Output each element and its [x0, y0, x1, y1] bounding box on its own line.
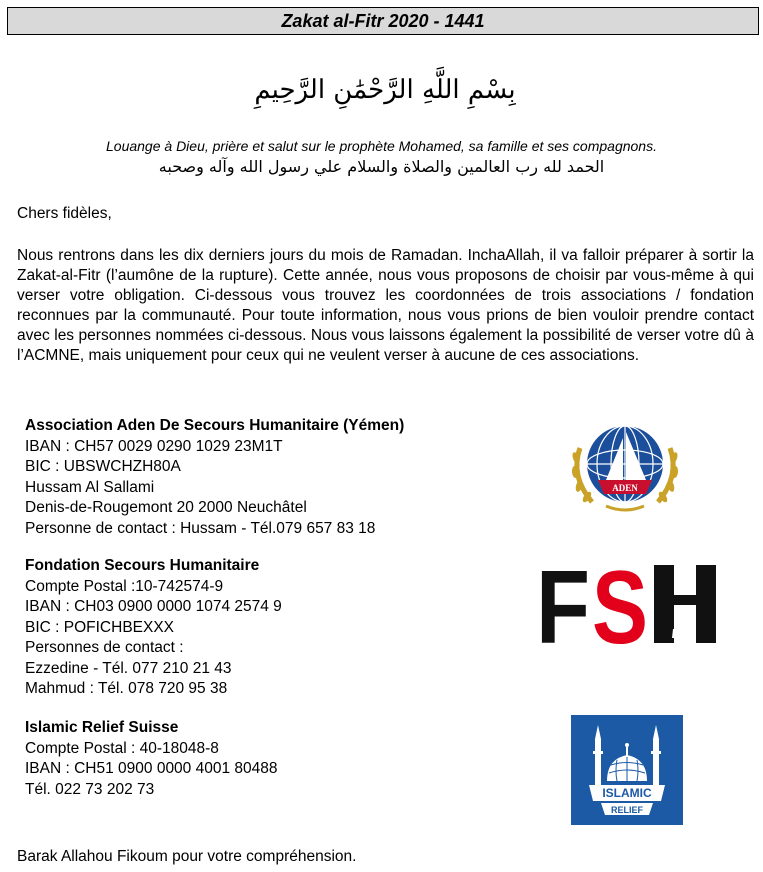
org-name: Fondation Secours Humanitaire	[25, 557, 260, 574]
org-detail-bic: BIC : POFICHBEXXX	[25, 618, 175, 636]
org-detail-contact: Ezzedine - Tél. 077 210 21 43	[25, 659, 232, 677]
greeting: Chers fidèles,	[17, 205, 112, 222]
org-name: Association Aden De Secours Humanitaire (Yémen)	[25, 417, 405, 434]
org-detail-contact: Mahmud : Tél. 078 720 95 38	[25, 680, 228, 697]
ir-logo-text-top: ISLAMIC	[602, 786, 652, 800]
org-detail-iban: IBAN : CH51 0900 0000 4001 80488	[25, 760, 278, 777]
org-detail-bic: BIC : UBSWCHZH80A	[25, 458, 181, 475]
fsh-letter-s: S	[592, 561, 648, 645]
basmala-calligraphy	[180, 66, 590, 114]
ir-logo-text-bottom: RELIEF	[610, 805, 644, 815]
org-detail-postal: Compte Postal :10-742574-9	[25, 577, 224, 595]
document-title: Zakat al-Fitr 2020 - 1441	[7, 7, 759, 35]
islamic-relief-logo	[571, 715, 683, 825]
org-detail-postal: Compte Postal : 40-18048-8	[25, 739, 219, 757]
fsh-logo	[536, 561, 716, 645]
intro-paragraph: Nous rentrons dans les dix derniers jours du mois de Ramadan. InchaAllah, il va falloir préparer à sortir la Zakat-al-Fitr (l’aumône de la rupture). Cette année, nous vous proposons de choisir par vous-même à qui verser votre obligation. Ci-dessous vous trouvez les coordonnées de trois associations / fondation reconnues par la communauté. Pour toute information, nous vous prions de bien vouloir prendre contact avec les personnes nommées ci-dessous. Nous vous laissons également la possibilité de verser votre dû à l’ACMNE, mais uniquement pour ceux qui ne veulent verser à aucune de ces associations.	[17, 247, 754, 364]
aden-logo	[566, 418, 684, 518]
org-islamic-relief	[25, 718, 525, 800]
fsh-letter-f: F	[536, 561, 590, 645]
org-detail-address: Denis-de-Rougemont 20 2000 Neuchâtel	[25, 499, 307, 516]
org-detail-iban: IBAN : CH03 0900 0000 1074 2574 9	[25, 598, 282, 615]
org-detail-iban: IBAN : CH57 0029 0290 1029 23M1T	[25, 437, 283, 455]
org-detail-phone: Tél. 022 73 202 73	[25, 780, 155, 798]
org-detail-contact: Personne de contact : Hussam - Tél.079 657 83 18	[25, 519, 376, 537]
closing-text: Barak Allahou Fikoum pour votre compréhension.	[17, 848, 357, 865]
praise-french: Louange à Dieu, prière et salut sur le prophète Mohamed, sa famille et ses compagnons.	[106, 138, 657, 154]
praise-arabic: الحمد لله رب العالمين والصلاة والسلام علي رسول الله وآله وصحبه	[158, 157, 605, 176]
org-fsh	[25, 556, 525, 700]
basmala-text: بِسْمِ اللَّهِ الرَّحْمَٰنِ الرَّحِيمِ	[254, 75, 516, 105]
org-detail-contact-heading: Personnes de contact :	[25, 639, 184, 656]
org-name: Islamic Relief Suisse	[25, 719, 179, 736]
aden-logo-text: ADEN	[612, 483, 638, 493]
family-icon	[672, 607, 691, 644]
org-aden	[25, 416, 525, 539]
org-detail-holder: Hussam Al Sallami	[25, 478, 155, 496]
